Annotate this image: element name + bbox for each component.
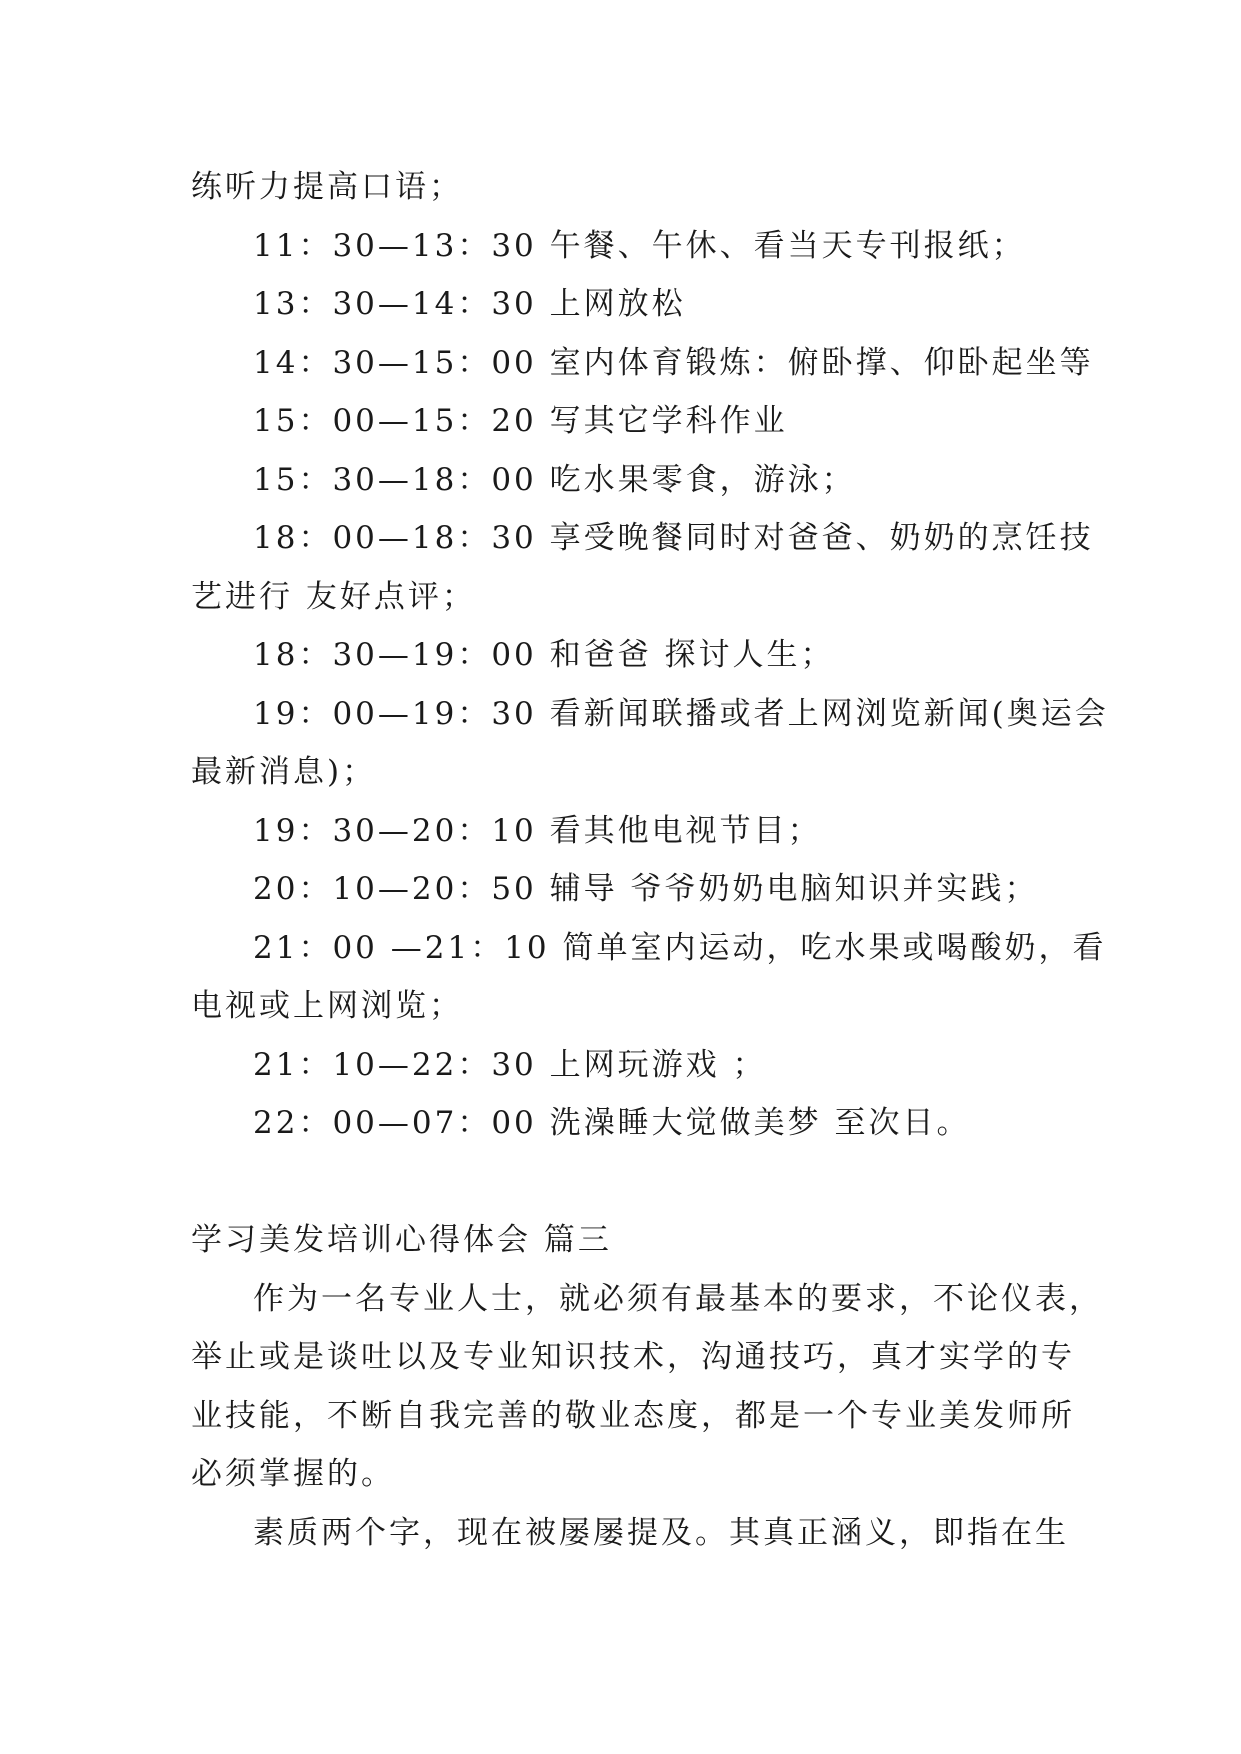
schedule-line: 15：30—18：00 吃水果零食，游泳； xyxy=(253,461,856,498)
schedule-line: 20：10—20：50 辅导 爷爷奶奶电脑知识并实践； xyxy=(253,871,1039,907)
schedule-line: 18：30—19：00 和爸爸 探讨人生； xyxy=(253,637,835,673)
schedule-line: 15：00—15：20 写其它学科作业 xyxy=(253,403,788,439)
text-line: 电视或上网浏览； xyxy=(191,988,463,1024)
paragraph-line: 业技能，不断自我完善的敬业态度，都是一个专业美发师所 xyxy=(191,1397,1075,1434)
schedule-line: 19：00—19：30 看新闻联播或者上网浏览新闻(奥运会 xyxy=(253,695,1109,732)
paragraph-line: 作为一名专业人士，就必须有最基本的要求，不论仪表， xyxy=(253,1280,1103,1317)
blank-line xyxy=(191,1153,1051,1212)
schedule-line: 21：00 —21：10 简单室内运动，吃水果或喝酸奶，看 xyxy=(253,929,1107,966)
schedule-line: 21：10—22：30 上网玩游戏 ； xyxy=(253,1046,767,1083)
paragraph-line: 素质两个字，现在被屡屡提及。其真正涵义，即指在生 xyxy=(253,1514,1069,1551)
section-title: 学习美发培训心得体会 篇三 xyxy=(191,1222,612,1258)
paragraph-line: 举止或是谈吐以及专业知识技术，沟通技巧，真才实学的专 xyxy=(191,1339,1075,1375)
schedule-line: 19：30—20：10 看其他电视节目； xyxy=(253,812,822,849)
schedule-line: 14：30—15：00 室内体育锻炼：俯卧撑、仰卧起坐等 xyxy=(253,344,1094,381)
text-line: 最新消息)； xyxy=(191,754,377,790)
document-body xyxy=(191,158,1109,1562)
text-line: 练听力提高口语； xyxy=(191,169,463,205)
schedule-line: 18：00—18：30 享受晚餐同时对爸爸、奶奶的烹饪技 xyxy=(253,520,1094,556)
text-line: 艺进行 友好点评； xyxy=(191,578,476,615)
schedule-line: 22：00—07：00 洗澡睡大觉做美梦 至次日。 xyxy=(253,1105,971,1141)
schedule-line: 11：30—13：30 午餐、午休、看当天专刊报纸； xyxy=(253,227,1026,264)
paragraph-line: 必须掌握的。 xyxy=(191,1456,395,1492)
schedule-line: 13：30—14：30 上网放松 xyxy=(253,286,686,322)
